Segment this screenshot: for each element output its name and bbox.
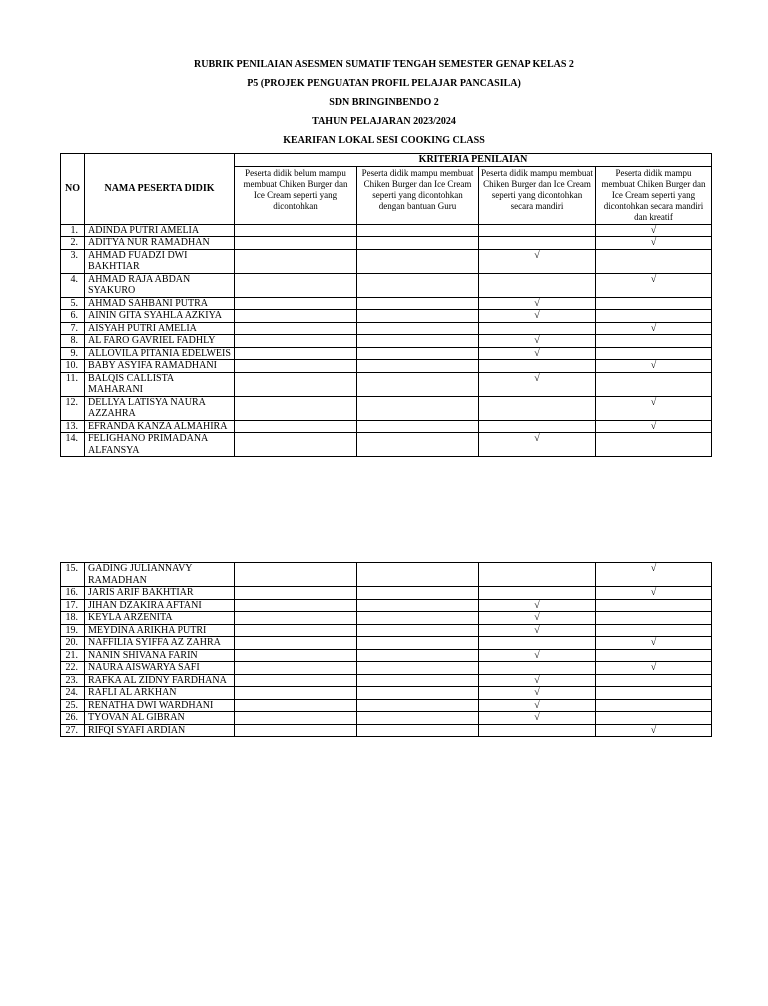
criteria-cell-4	[596, 612, 712, 625]
criteria-cell-4	[596, 587, 712, 600]
check-mark: √	[534, 372, 540, 384]
student-name: NANIN SHIVANA FARIN	[85, 649, 235, 662]
header-name: NAMA PESERTA DIDIK	[85, 154, 235, 225]
criteria-cell-3	[479, 687, 596, 700]
student-name: DELLYA LATISYA NAURA AZZAHRA	[85, 396, 235, 420]
criteria-cell-2	[357, 310, 479, 323]
student-name: RAFKA AL ZIDNY FARDHANA	[85, 674, 235, 687]
check-mark: √	[650, 396, 657, 408]
header-criteria-3: Peserta didik mampu membuat Chiken Burger dan Ice Cream seperti yang dicontohkan secara mandiri	[479, 166, 596, 224]
table-row	[61, 273, 712, 297]
table-row	[61, 224, 712, 237]
table-row	[61, 335, 712, 348]
criteria-cell-1	[235, 587, 357, 600]
check-mark: √	[650, 360, 657, 371]
criteria-cell-2	[357, 433, 479, 457]
check-mark: √	[534, 612, 540, 623]
criteria-cell-4	[596, 310, 712, 323]
criteria-cell-4	[596, 249, 712, 273]
title-line-5: KEARIFAN LOKAL SESI COOKING CLASS	[283, 135, 485, 146]
criteria-cell-3	[479, 624, 596, 637]
criteria-cell-2	[357, 360, 479, 373]
criteria-cell-2	[357, 563, 479, 587]
table-row	[61, 360, 712, 373]
header-criteria: KRITERIA PENILAIAN	[235, 154, 712, 167]
criteria-cell-2	[357, 297, 479, 310]
criteria-cell-3	[479, 237, 596, 250]
table-row	[61, 372, 712, 396]
student-number: 3.	[61, 249, 85, 273]
student-name: FELIGHANO PRIMADANA ALFANSYA	[85, 433, 235, 457]
criteria-cell-2	[357, 662, 479, 675]
student-number: 17.	[61, 599, 85, 612]
title-line-2: P5 (PROJEK PENGUATAN PROFIL PELAJAR PANCASILA)	[247, 78, 521, 89]
student-number: 7.	[61, 322, 85, 335]
criteria-cell-1	[235, 372, 357, 396]
criteria-cell-1	[235, 724, 357, 737]
criteria-cell-1	[235, 624, 357, 637]
criteria-cell-4	[596, 649, 712, 662]
criteria-cell-1	[235, 335, 357, 348]
table-body-part2	[61, 563, 712, 737]
criteria-cell-1	[235, 237, 357, 250]
criteria-cell-1	[235, 310, 357, 323]
student-number: 12.	[61, 396, 85, 420]
check-mark: √	[534, 712, 540, 723]
student-number: 13.	[61, 420, 85, 433]
criteria-cell-3	[479, 322, 596, 335]
criteria-cell-3	[479, 372, 596, 396]
check-mark: √	[650, 224, 657, 236]
criteria-cell-3	[479, 224, 596, 237]
student-name: RENATHA DWI WARDHANI	[85, 699, 235, 712]
header-criteria-1: Peserta didik belum mampu membuat Chiken Burger dan Ice Cream seperti yang dicontohkan	[235, 166, 357, 224]
student-name: ADITYA NUR RAMADHAN	[85, 237, 235, 250]
criteria-cell-1	[235, 396, 357, 420]
criteria-cell-2	[357, 273, 479, 297]
criteria-cell-3	[479, 649, 596, 662]
criteria-cell-4	[596, 687, 712, 700]
check-mark: √	[650, 322, 657, 334]
student-name: RIFQI SYAFI ARDIAN	[85, 724, 235, 737]
student-number: 23.	[61, 674, 85, 687]
criteria-cell-1	[235, 347, 357, 360]
student-name: BALQIS CALLISTA MAHARANI	[85, 372, 235, 396]
criteria-cell-2	[357, 674, 479, 687]
student-number: 1.	[61, 224, 85, 237]
student-name: GADING JULIANNAVY RAMADHAN	[85, 563, 235, 587]
criteria-cell-2	[357, 396, 479, 420]
criteria-cell-4	[596, 347, 712, 360]
student-name: TYOVAN AL GIBRAN	[85, 712, 235, 725]
check-mark: √	[650, 724, 657, 736]
table-row	[61, 249, 712, 273]
table-row	[61, 420, 712, 433]
check-mark: √	[650, 637, 657, 648]
student-name: AHMAD RAJA ABDAN SYAKURO	[85, 273, 235, 297]
criteria-cell-3	[479, 420, 596, 433]
criteria-cell-2	[357, 587, 479, 600]
criteria-cell-3	[479, 612, 596, 625]
criteria-cell-3	[479, 724, 596, 737]
criteria-cell-2	[357, 699, 479, 712]
criteria-cell-4	[596, 224, 712, 237]
criteria-cell-2	[357, 335, 479, 348]
student-number: 9.	[61, 347, 85, 360]
student-name: AHMAD FUADZI DWI BAKHTIAR	[85, 249, 235, 273]
check-mark: √	[534, 347, 540, 359]
criteria-cell-3	[479, 433, 596, 457]
criteria-cell-4	[596, 563, 712, 587]
student-number: 15.	[61, 563, 85, 587]
student-name: MEYDINA ARIKHA PUTRI	[85, 624, 235, 637]
check-mark: √	[650, 563, 657, 574]
criteria-cell-2	[357, 649, 479, 662]
student-name: RAFLI AL ARKHAN	[85, 687, 235, 700]
criteria-cell-2	[357, 420, 479, 433]
criteria-cell-3	[479, 712, 596, 725]
student-name: AININ GITA SYAHLA AZKIYA	[85, 310, 235, 323]
criteria-cell-4	[596, 662, 712, 675]
criteria-cell-4	[596, 624, 712, 637]
criteria-cell-4	[596, 712, 712, 725]
criteria-cell-1	[235, 420, 357, 433]
student-number: 26.	[61, 712, 85, 725]
criteria-cell-4	[596, 433, 712, 457]
criteria-cell-4	[596, 637, 712, 650]
student-name: EFRANDA KANZA ALMAHIRA	[85, 420, 235, 433]
check-mark: √	[534, 249, 540, 261]
criteria-cell-1	[235, 599, 357, 612]
table-row	[61, 396, 712, 420]
table-row	[61, 724, 712, 737]
criteria-cell-4	[596, 273, 712, 297]
criteria-cell-1	[235, 433, 357, 457]
student-name: NAURA AISWARYA SAFI	[85, 662, 235, 675]
criteria-cell-3	[479, 249, 596, 273]
table-row	[61, 649, 712, 662]
student-number: 24.	[61, 687, 85, 700]
criteria-cell-2	[357, 372, 479, 396]
criteria-cell-1	[235, 649, 357, 662]
table-row	[61, 699, 712, 712]
criteria-cell-2	[357, 347, 479, 360]
student-number: 16.	[61, 587, 85, 600]
criteria-cell-3	[479, 587, 596, 600]
check-mark: √	[534, 599, 540, 611]
check-mark: √	[534, 687, 540, 698]
student-number: 6.	[61, 310, 85, 323]
student-number: 18.	[61, 612, 85, 625]
criteria-cell-4	[596, 724, 712, 737]
criteria-cell-3	[479, 563, 596, 587]
header-criteria-2: Peserta didik mampu membuat Chiken Burger dan Ice Cream seperti yang dicontohkan dengan bantuan Guru	[357, 166, 479, 224]
table-body-part1	[61, 224, 712, 457]
table-row	[61, 322, 712, 335]
table-row	[61, 662, 712, 675]
criteria-cell-4	[596, 699, 712, 712]
criteria-cell-1	[235, 662, 357, 675]
student-name: AISYAH PUTRI AMELIA	[85, 322, 235, 335]
criteria-cell-1	[235, 699, 357, 712]
table-row	[61, 674, 712, 687]
criteria-cell-3	[479, 396, 596, 420]
criteria-cell-2	[357, 712, 479, 725]
criteria-cell-2	[357, 724, 479, 737]
assessment-table-part2	[60, 562, 712, 737]
student-name: AL FARO GAVRIEL FADHLY	[85, 335, 235, 348]
student-name: ALLOVILA PITANIA EDELWEIS	[85, 347, 235, 360]
check-mark: √	[534, 699, 540, 711]
criteria-cell-3	[479, 297, 596, 310]
student-number: 25.	[61, 699, 85, 712]
check-mark: √	[534, 335, 540, 346]
table-row	[61, 712, 712, 725]
criteria-cell-3	[479, 637, 596, 650]
header-criteria-4: Peserta didik mampu membuat Chiken Burger dan Ice Cream seperti yang dicontohkan secara mandiri dan kreatif	[596, 166, 712, 224]
criteria-cell-4	[596, 322, 712, 335]
criteria-cell-2	[357, 322, 479, 335]
criteria-cell-4	[596, 297, 712, 310]
student-number: 22.	[61, 662, 85, 675]
criteria-cell-1	[235, 687, 357, 700]
table-row	[61, 687, 712, 700]
title-line-3: SDN BRINGINBENDO 2	[329, 97, 439, 108]
check-mark: √	[650, 237, 657, 248]
criteria-cell-1	[235, 637, 357, 650]
criteria-cell-3	[479, 662, 596, 675]
table-row	[61, 563, 712, 587]
table-row	[61, 612, 712, 625]
criteria-cell-2	[357, 224, 479, 237]
criteria-cell-2	[357, 237, 479, 250]
criteria-cell-2	[357, 687, 479, 700]
criteria-cell-4	[596, 237, 712, 250]
student-number: 20.	[61, 637, 85, 650]
title-line-4: TAHUN PELAJARAN 2023/2024	[312, 116, 456, 127]
student-number: 5.	[61, 297, 85, 310]
table-row	[61, 637, 712, 650]
criteria-cell-3	[479, 360, 596, 373]
criteria-cell-1	[235, 249, 357, 273]
student-number: 27.	[61, 724, 85, 737]
criteria-cell-1	[235, 297, 357, 310]
criteria-cell-3	[479, 347, 596, 360]
criteria-cell-1	[235, 322, 357, 335]
check-mark: √	[650, 587, 657, 598]
header-no: NO	[61, 154, 85, 225]
student-number: 19.	[61, 624, 85, 637]
student-name: NAFFILIA SYIFFA AZ ZAHRA	[85, 637, 235, 650]
student-number: 14.	[61, 433, 85, 457]
criteria-cell-3	[479, 674, 596, 687]
criteria-cell-4	[596, 372, 712, 396]
criteria-cell-1	[235, 712, 357, 725]
criteria-cell-3	[479, 273, 596, 297]
title-line-1: RUBRIK PENILAIAN ASESMEN SUMATIF TENGAH SEMESTER GENAP KELAS 2	[194, 59, 574, 70]
check-mark: √	[534, 433, 540, 444]
criteria-cell-1	[235, 563, 357, 587]
check-mark: √	[534, 674, 540, 686]
criteria-cell-4	[596, 360, 712, 373]
check-mark: √	[650, 420, 657, 432]
student-name: ADINDA PUTRI AMELIA	[85, 224, 235, 237]
student-name: KEYLA ARZENITA	[85, 612, 235, 625]
check-mark: √	[534, 624, 540, 636]
table-row	[61, 587, 712, 600]
student-name: AHMAD SAHBANI PUTRA	[85, 297, 235, 310]
assessment-table-part1	[60, 153, 712, 457]
check-mark: √	[534, 310, 540, 321]
criteria-cell-2	[357, 249, 479, 273]
criteria-cell-1	[235, 674, 357, 687]
table-row	[61, 599, 712, 612]
criteria-cell-1	[235, 224, 357, 237]
student-number: 11.	[61, 372, 85, 396]
criteria-cell-3	[479, 335, 596, 348]
criteria-cell-2	[357, 599, 479, 612]
student-number: 8.	[61, 335, 85, 348]
criteria-cell-1	[235, 612, 357, 625]
table-row	[61, 237, 712, 250]
student-name: JIHAN DZAKIRA AFTANI	[85, 599, 235, 612]
check-mark: √	[650, 273, 657, 285]
student-number: 21.	[61, 649, 85, 662]
table-row	[61, 624, 712, 637]
check-mark: √	[650, 662, 657, 673]
student-number: 4.	[61, 273, 85, 297]
student-number: 10.	[61, 360, 85, 373]
criteria-cell-3	[479, 699, 596, 712]
criteria-cell-4	[596, 599, 712, 612]
criteria-cell-2	[357, 624, 479, 637]
criteria-cell-2	[357, 612, 479, 625]
criteria-cell-3	[479, 310, 596, 323]
criteria-cell-1	[235, 273, 357, 297]
student-name: BABY ASYIFA RAMADHANI	[85, 360, 235, 373]
criteria-cell-4	[596, 674, 712, 687]
table-row	[61, 433, 712, 457]
table-row	[61, 347, 712, 360]
criteria-cell-4	[596, 420, 712, 433]
criteria-cell-1	[235, 360, 357, 373]
check-mark: √	[534, 649, 540, 661]
criteria-cell-4	[596, 335, 712, 348]
criteria-cell-3	[479, 599, 596, 612]
check-mark: √	[534, 297, 540, 309]
criteria-cell-4	[596, 396, 712, 420]
table-row	[61, 310, 712, 323]
student-name: JARIS ARIF BAKHTIAR	[85, 587, 235, 600]
student-number: 2.	[61, 237, 85, 250]
table-row	[61, 297, 712, 310]
criteria-cell-2	[357, 637, 479, 650]
